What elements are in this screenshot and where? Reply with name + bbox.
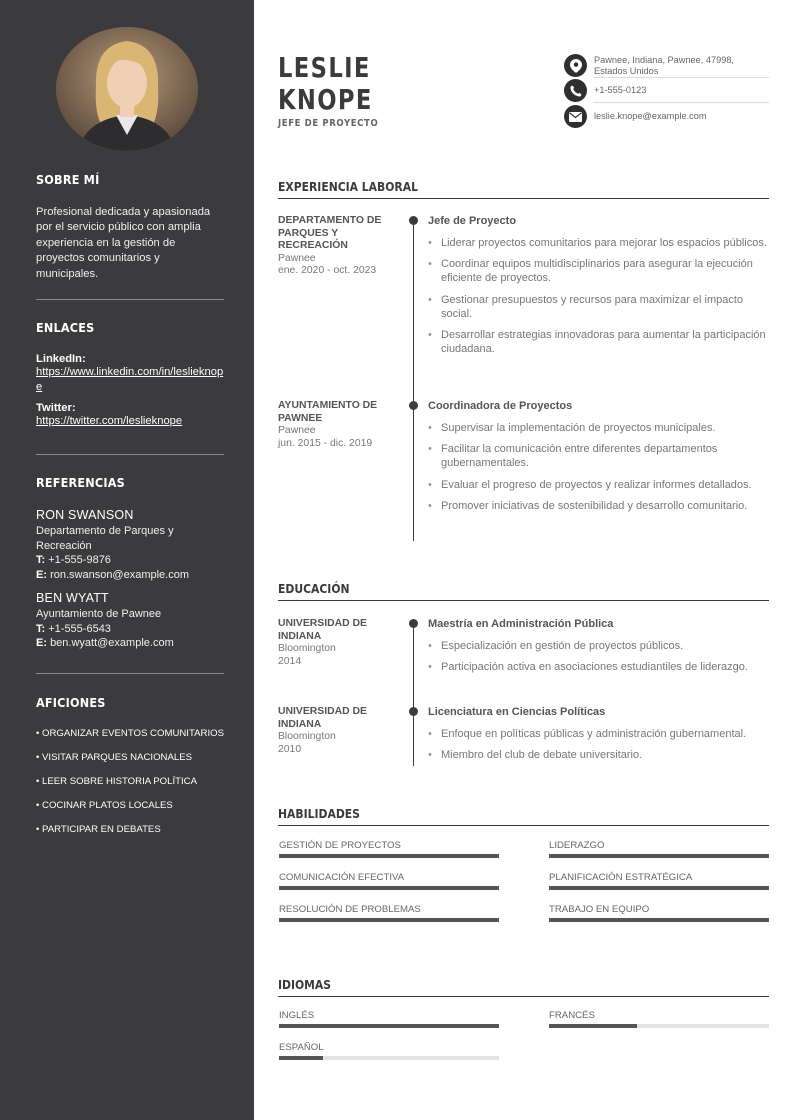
language-item: ESPAÑOL — [279, 1042, 499, 1060]
hobby-item: • PARTICIPAR EN DEBATES — [36, 824, 161, 835]
experience-org: AYUNTAMIENTO DE PAWNEE Pawnee jun. 2015 - dic. 2019 — [278, 400, 378, 449]
experience-entry — [428, 400, 768, 520]
hobby-item: • COCINAR PLATOS LOCALES — [36, 800, 173, 811]
job-bullet: • Facilitar la comunicación entre diferentes departamentos gubernamentales. — [428, 442, 768, 470]
education-title: EDUCACIÓN — [278, 582, 769, 601]
job-bullet: • Supervisar la implementación de proyectos municipales. — [428, 421, 768, 435]
language-item: INGLÉS — [279, 1010, 499, 1028]
contact-divider — [593, 102, 769, 103]
hobby-item: • LEER SOBRE HISTORIA POLÍTICA — [36, 776, 197, 787]
language-item: FRANCÉS — [549, 1010, 769, 1028]
hobby-item: • VISITAR PARQUES NACIONALES — [36, 752, 193, 763]
skill-item: GESTIÓN DE PROYECTOS — [279, 840, 499, 858]
skill-level-bar — [279, 886, 499, 890]
education-entry — [428, 706, 768, 769]
contact-phone — [564, 79, 769, 102]
hobby-item: • ORGANIZAR EVENTOS COMUNITARIOS — [36, 728, 224, 739]
timeline-dot — [409, 619, 418, 628]
linkedin-link[interactable]: https://www.linkedin.com/in/leslieknope — [36, 366, 224, 393]
experience-entry — [428, 215, 768, 363]
link-label: LinkedIn: — [36, 353, 86, 365]
links-title: ENLACES — [36, 320, 95, 335]
job-bullet: • Desarrollar estrategias innovadoras para aumentar la participación ciudadana. — [428, 328, 768, 356]
hobbies-section — [36, 695, 224, 848]
language-level-bar — [279, 1024, 499, 1028]
language-level-bar — [279, 1056, 323, 1060]
contact-divider — [593, 77, 769, 78]
sidebar-divider — [36, 673, 224, 674]
skill-level-bar — [549, 918, 769, 922]
timeline-dot — [409, 216, 418, 225]
education-bullet: • Participación activa en asociaciones estudiantiles de liderazgo. — [428, 660, 768, 674]
address-text: Pawnee, Indiana, Pawnee, 47998, Estados Unidos — [594, 54, 734, 76]
languages-title: IDIOMAS — [278, 978, 769, 997]
location-pin-icon — [564, 54, 587, 77]
education-bullet: • Enfoque en políticas públicas y administración gubernamental. — [428, 727, 768, 741]
reference-phone: T: +1-555-9876 — [36, 554, 111, 566]
reference-org: Ayuntamiento de Pawnee — [36, 608, 162, 620]
language-level-bar — [549, 1024, 637, 1028]
education-bullet: • Especialización en gestión de proyectos públicos. — [428, 639, 768, 653]
job-bullet: • Promover iniciativas de sostenibilidad y desarrollo comunitario. — [428, 499, 768, 513]
reference-org: Departamento de Parques y Recreación — [36, 525, 174, 552]
sidebar-divider — [36, 299, 224, 300]
sidebar-divider — [36, 454, 224, 455]
experience-title: EXPERIENCIA LABORAL — [278, 180, 769, 199]
hobbies-title: AFICIONES — [36, 695, 106, 710]
about-section — [36, 172, 224, 282]
contact-email — [564, 105, 769, 128]
twitter-link[interactable]: https://twitter.com/leslieknope — [36, 415, 183, 427]
link-item — [36, 353, 224, 394]
email-text[interactable]: leslie.knope@example.com — [594, 111, 707, 121]
skills-title: HABILIDADES — [278, 807, 769, 826]
reference-phone: T: +1-555-6543 — [36, 622, 111, 635]
skill-item: COMUNICACIÓN EFECTIVA — [279, 872, 499, 890]
email-icon — [564, 105, 587, 128]
skill-item: PLANIFICACIÓN ESTRATÉGICA — [549, 872, 769, 890]
job-bullet: • Gestionar presupuestos y recursos para maximizar el impacto social. — [428, 293, 768, 321]
reference-email: E: ron.swanson@example.com — [36, 568, 190, 581]
skill-level-bar — [279, 918, 499, 922]
phone-text: +1-555-0123 — [594, 85, 647, 95]
reference-item — [36, 591, 224, 651]
profile-photo — [56, 27, 198, 151]
skill-item: LIDERAZGO — [549, 840, 769, 858]
degree-title: Maestría en Administración Pública — [428, 618, 614, 630]
education-org: UNIVERSIDAD DE INDIANA Bloomington 2014 — [278, 618, 367, 667]
skill-level-bar — [549, 854, 769, 858]
reference-email: E: ben.wyatt@example.com — [36, 637, 174, 649]
candidate-role: JEFE DE PROYECTO — [278, 118, 379, 129]
references-section — [36, 475, 224, 651]
candidate-name: LESLIE KNOPE — [278, 51, 373, 116]
job-title: Jefe de Proyecto — [428, 215, 517, 227]
references-title: REFERENCIAS — [36, 475, 125, 490]
reference-name: BEN WYATT — [36, 591, 109, 605]
link-item — [36, 402, 224, 429]
timeline-dot — [409, 401, 418, 410]
about-text: Profesional dedicada y apasionada por el servicio público con amplia experiencia en la gestión de proyectos comunitarios y municipales. — [36, 206, 211, 280]
skill-level-bar — [549, 886, 769, 890]
education-timeline — [413, 624, 414, 766]
job-bullet: • Coordinar equipos multidisciplinarios para asegurar la ejecución eficiente de proyectos. — [428, 257, 768, 285]
skill-item: TRABAJO EN EQUIPO — [549, 904, 769, 922]
education-entry — [428, 618, 768, 681]
job-title: Coordinadora de Proyectos — [428, 400, 573, 412]
contact-address — [564, 54, 769, 77]
education-org: UNIVERSIDAD DE INDIANA Bloomington 2010 — [278, 706, 367, 755]
experience-org: DEPARTAMENTO DE PARQUES Y RECREACIÓN Pawnee ene. 2020 - oct. 2023 — [278, 215, 382, 276]
skill-level-bar — [279, 854, 499, 858]
job-bullet: • Evaluar el progreso de proyectos y realizar informes detallados. — [428, 478, 768, 492]
reference-name: RON SWANSON — [36, 508, 134, 522]
links-section — [36, 320, 224, 429]
job-bullet: • Liderar proyectos comunitarios para mejorar los espacios públicos. — [428, 236, 768, 250]
degree-title: Licenciatura en Ciencias Políticas — [428, 706, 606, 718]
about-title: SOBRE MÍ — [36, 172, 100, 187]
education-bullet: • Miembro del club de debate universitario. — [428, 748, 768, 762]
reference-item — [36, 508, 224, 582]
timeline-dot — [409, 707, 418, 716]
phone-icon — [564, 79, 587, 102]
skill-item: RESOLUCIÓN DE PROBLEMAS — [279, 904, 499, 922]
experience-timeline — [413, 221, 414, 541]
link-label: Twitter: — [36, 402, 76, 414]
